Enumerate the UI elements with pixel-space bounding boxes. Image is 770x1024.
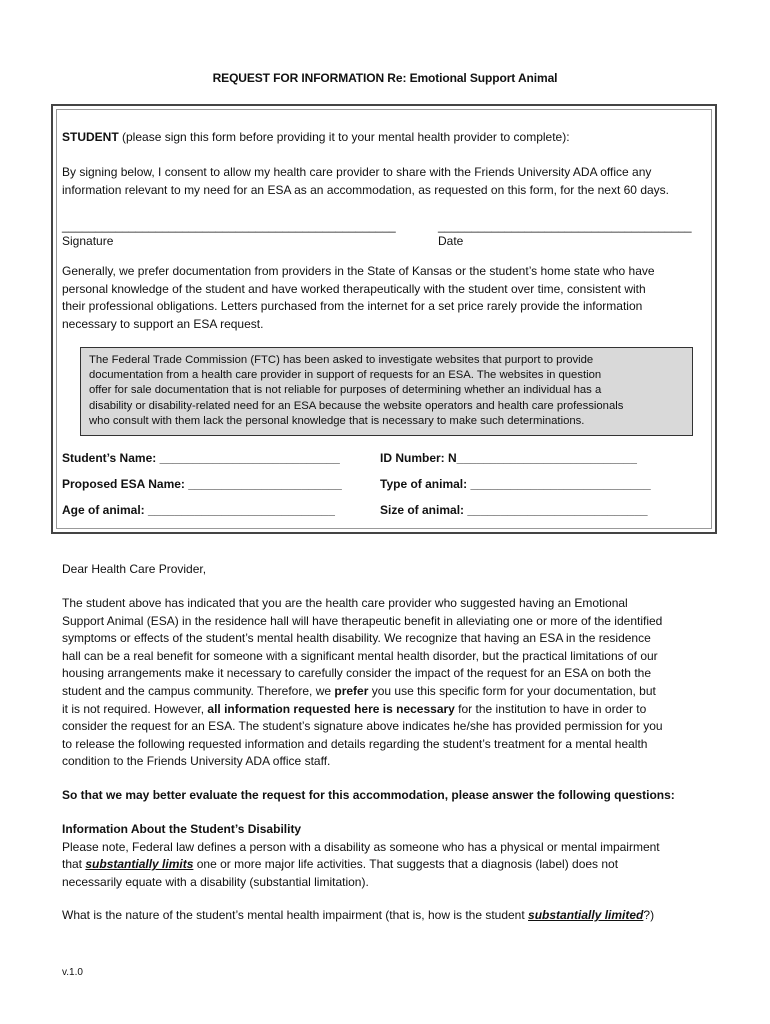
student-heading <box>62 129 712 147</box>
letter-line: The student above has indicated that you are the health care provider who suggested having an Emotional <box>62 596 628 610</box>
version-footer: v.1.0 <box>62 967 83 978</box>
letter-line <box>62 701 712 719</box>
necessary-emphasis: all information requested here is necessary <box>207 701 455 716</box>
ftc-line: who consult with them lack the personal knowledge that is necessary to make such determinations. <box>89 414 585 427</box>
preference-line: personal knowledge of the student and have worked therapeutically with the student over time, consistent with <box>62 281 646 296</box>
student-heading-rest: (please sign this form before providing it to your mental health provider to complete): <box>118 130 570 144</box>
student-name-field[interactable]: Student’s Name: ___________________________ <box>62 451 340 465</box>
ftc-line: disability or disability-related need for an ESA because the website operators and health care professionals <box>89 399 624 412</box>
preference-line: their professional obligations. Letters purchased from the internet for a set price rarely provide the information <box>62 299 643 314</box>
letter-text: it is not required. However, <box>62 701 208 716</box>
disability-heading: Information About the Student’s Disability <box>62 822 302 836</box>
letter-paragraph <box>62 595 712 771</box>
disability-line: Please note, Federal law defines a person with a disability as someone who has a physical or mental impairment <box>62 839 660 854</box>
substantially-limited-emphasis: substantially limited <box>528 908 644 922</box>
signature-label: Signature <box>62 234 114 248</box>
questions-intro: So that we may better evaluate the request for this accommodation, please answer the following questions: <box>62 788 675 802</box>
animal-type-field[interactable]: Type of animal: ___________________________ <box>380 477 651 491</box>
letter-text: one or more major life activities. That suggests that a diagnosis (label) does not <box>193 857 619 872</box>
consent-line: information relevant to my need for an ESA as an accommodation, as requested on this form, for the next 60 days. <box>62 182 669 197</box>
ftc-line: documentation from a health care provider in support of requests for an ESA. The websites in question <box>89 369 602 382</box>
letter-line <box>62 683 712 701</box>
esa-name-field[interactable]: Proposed ESA Name: _______________________ <box>62 477 342 491</box>
preference-line: Generally, we prefer documentation from providers in the State of Kansas or the student’s home state who have <box>62 264 655 278</box>
letter-line: consider the request for an ESA. The student’s signature above indicates he/she has provided permission for you <box>62 719 663 734</box>
ftc-line: The Federal Trade Commission (FTC) has been asked to investigate websites that purport to provide <box>89 354 594 366</box>
letter-line: hall can be a real benefit for someone with a significant mental health disorder, but the practical limitations of our <box>62 648 658 663</box>
ftc-line: offer for sale documentation that is not reliable for purposes of determining whether an individual has a <box>89 384 602 397</box>
letter-text: student and the campus community. Therefore, we <box>62 683 335 698</box>
letter-text: that <box>62 857 86 872</box>
animal-age-field[interactable]: Age of animal: ____________________________ <box>62 503 335 517</box>
consent-paragraph <box>62 164 712 199</box>
letter-text: you use this specific form for your documentation, but <box>368 683 656 698</box>
letter-salutation: Dear Health Care Provider, <box>62 562 207 576</box>
substantially-limits-emphasis: substantially limits <box>85 857 194 872</box>
preference-paragraph <box>62 263 712 333</box>
disability-section <box>62 821 712 891</box>
student-heading-bold: STUDENT <box>62 130 119 144</box>
date-field[interactable]: ______________________________________ <box>438 219 692 233</box>
signature-field[interactable]: __________________________________________________ <box>62 219 396 233</box>
letter-line: to release the following requested information and details regarding the student’s treatment for a mental health <box>62 736 648 751</box>
question-text: What is the nature of the student’s mental health impairment (that is, how is the student <box>62 908 529 922</box>
id-number-field[interactable]: ID Number: N___________________________ <box>380 451 637 465</box>
letter-line: housing arrangements make it necessary to carefully consider the impact of the request for an ESA on both the <box>62 666 651 681</box>
disability-line: necessarily equate with a disability (substantial limitation). <box>62 874 369 889</box>
letter-text: for the institution to have in order to <box>454 701 647 716</box>
ftc-notice-box <box>80 347 693 436</box>
preference-line: necessary to support an ESA request. <box>62 316 264 331</box>
letter-line: condition to the Friends University ADA office staff. <box>62 754 331 769</box>
disability-line <box>62 856 712 874</box>
letter-line: symptoms or effects of the student’s mental health disability. We recognize that having an ESA in the residence <box>62 631 651 646</box>
prefer-emphasis: prefer <box>334 683 369 698</box>
question-text: ?) <box>643 908 655 922</box>
page-title: REQUEST FOR INFORMATION Re: Emotional Support Animal <box>212 71 558 85</box>
letter-line: Support Animal (ESA) in the residence hall will have therapeutic benefit in alleviating one or more of the identified <box>62 613 663 628</box>
consent-line: By signing below, I consent to allow my health care provider to share with the Friends University ADA office any <box>62 165 652 179</box>
animal-size-field[interactable]: Size of animal: ___________________________ <box>380 503 648 517</box>
date-label: Date <box>438 234 464 248</box>
impairment-question <box>62 907 712 925</box>
